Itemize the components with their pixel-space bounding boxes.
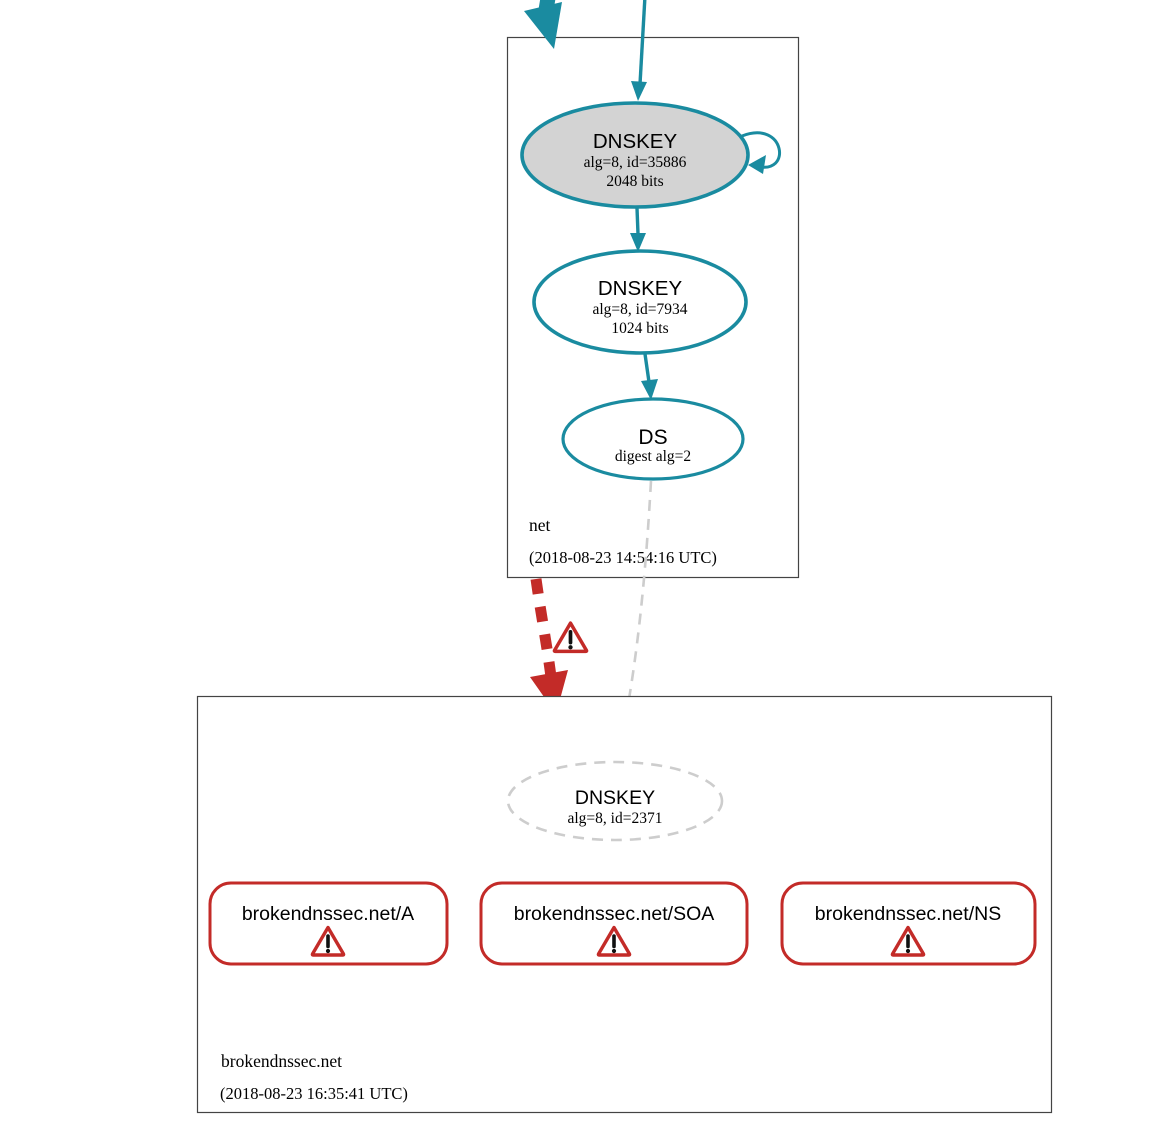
- net-zone-label: net: [529, 515, 551, 535]
- dnskey-2371-node[interactable]: [508, 762, 722, 840]
- net-zone-timestamp: (2018-08-23 14:54:16 UTC): [529, 548, 717, 567]
- rrset-soa-node[interactable]: [481, 883, 747, 964]
- node-detail: alg=8, id=35886: [583, 154, 687, 171]
- dnskey-7934-node[interactable]: [534, 251, 746, 353]
- node-title: DNSKEY: [597, 277, 683, 300]
- node-detail: digest alg=2: [614, 448, 692, 465]
- node-detail: 1024 bits: [611, 320, 669, 337]
- node-title: DNSKEY: [574, 787, 656, 809]
- brokendnssec-zone-timestamp: (2018-08-23 16:35:41 UTC): [220, 1084, 408, 1103]
- rrset-label: brokendnssec.net/A: [241, 903, 415, 925]
- dnskey-35886-node[interactable]: [522, 103, 748, 207]
- node-detail: 2048 bits: [606, 173, 664, 190]
- node-detail: alg=8, id=2371: [567, 810, 663, 827]
- node-title: DNSKEY: [592, 130, 678, 153]
- warning-icon: [554, 623, 586, 651]
- node-title: DS: [638, 426, 668, 449]
- brokendnssec-zone-label: brokendnssec.net: [221, 1051, 343, 1071]
- rrset-ns-node[interactable]: [782, 883, 1035, 964]
- rrset-label: brokendnssec.net/NS: [814, 903, 1002, 925]
- ds-node[interactable]: [563, 399, 743, 479]
- rrset-label: brokendnssec.net/SOA: [513, 903, 715, 925]
- rrset-a-node[interactable]: [210, 883, 447, 964]
- node-detail: alg=8, id=7934: [592, 301, 688, 318]
